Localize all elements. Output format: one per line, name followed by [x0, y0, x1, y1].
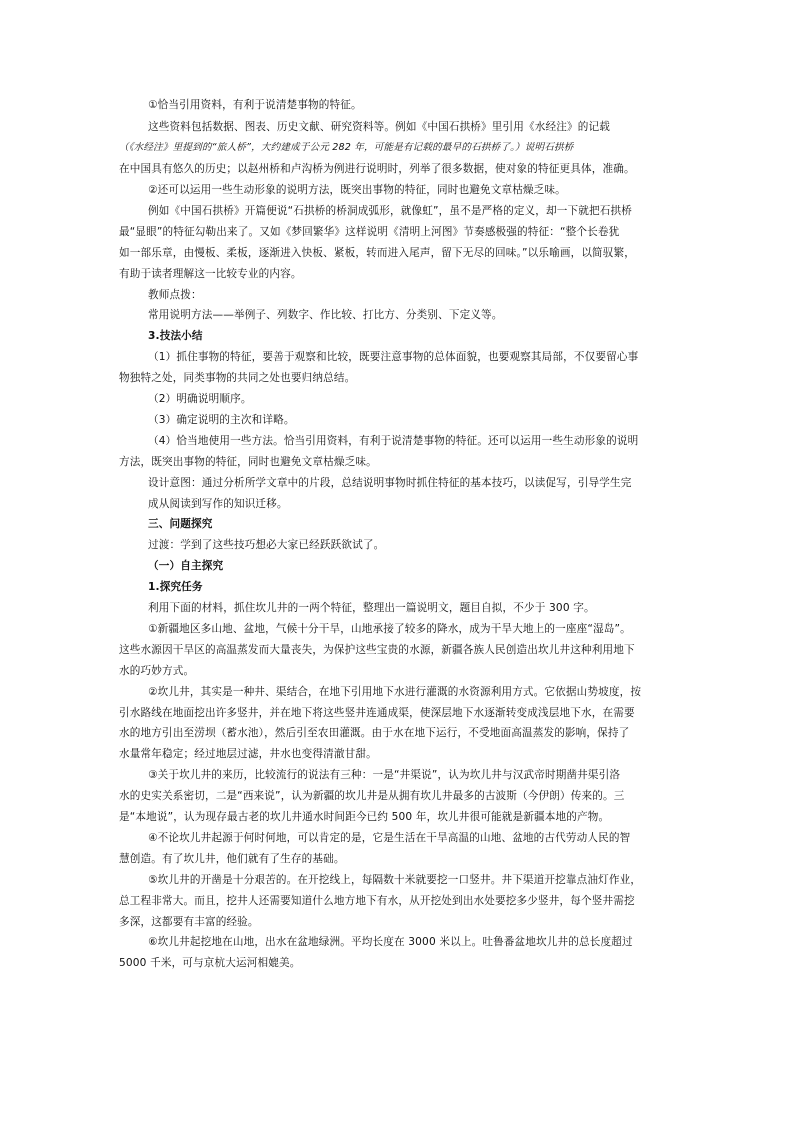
text-line: 物独特之处，同类事物的共同之处也要归纳总结。 — [119, 372, 356, 384]
text-line: 水量常年稳定；经过地层过滤，井水也变得清澈甘甜。 — [119, 748, 377, 760]
text-line: ②还可以运用一些生动形象的说明方法，既突出事物的特征，同时也避免文章枯燥乏味。 — [148, 184, 566, 196]
text-line: 过渡：学到了这些技巧想必大家已经跃跃欲试了。 — [148, 539, 385, 551]
text-line: 这些资料包括数据、图表、历史文献、研究资料等。例如《中国石拱桥》里引用《水经注》的记载 — [148, 121, 610, 133]
text-line: 利用下面的材料，抓住坎儿井的一两个特征，整理出一篇说明文，题目自拟，不少于 300 字。 — [148, 602, 595, 614]
text-line: （2）明确说明顺序。 — [148, 393, 252, 405]
text-line: ③关于坎儿井的来历，比较流行的说法有三种：一是“井渠说”，认为坎儿井与汉武帝时期凿井渠引洛 — [148, 769, 621, 781]
text-line: 常用说明方法——举例子、列数字、作比较、打比方、分类别、下定义等。 — [148, 309, 503, 321]
text-line: 总工程非常大。而且，挖井人还需要知道什么地方地下有水，从开挖处到出水处要挖多少竖井，每个竖井需挖 — [119, 895, 635, 907]
section-heading: 1.探究任务 — [148, 581, 203, 593]
text-line: ⑤坎儿井的开凿是十分艰苦的。在开挖线上，每隔数十米就要挖一口竖井。井下渠道开挖靠点油灯作业， — [148, 874, 642, 886]
text-line: ①恰当引用资料，有利于说清楚事物的特征。 — [148, 99, 362, 111]
text-line: 5000 千米，可与京杭大运河相媲美。 — [119, 957, 301, 969]
text-line: 多深，这都要有丰富的经验。 — [119, 916, 259, 928]
text-line: （1）抓住事物的特征，要善于观察和比较，既要注意事物的总体面貌，也要观察其局部，不仅要留心事 — [148, 351, 639, 363]
text-line: ⑥坎儿井起挖地在山地，出水在盆地绿洲。平均长度在 3000 米以上。吐鲁番盆地坎儿井的总长度超过 — [148, 936, 633, 948]
text-line: 这些水源因干旱区的高温蒸发而大量丧失，为保护这些宝贵的水源，新疆各族人民创造出坎儿井这种利用地下 — [119, 644, 635, 656]
section-heading: （一）自主探究 — [148, 560, 224, 572]
text-line: （3）确定说明的主次和详略。 — [148, 414, 295, 426]
text-line: 水的史实关系密切，二是“西来说”，认为新疆的坎儿井是从拥有坎儿井最多的古波斯（今伊朗）传来的。三 — [119, 790, 625, 802]
text-line: ④不论坎儿井起源于何时何地，可以肯定的是，它是生活在干旱高温的山地、盆地的古代劳动人民的智 — [148, 832, 631, 844]
text-line: 方法，既突出事物的特征，同时也避免文章枯燥乏味。 — [119, 456, 377, 468]
text-line: 教师点拨： — [148, 289, 202, 301]
text-line: 水的地方引出至涝坝（蓄水池），然后引至农田灌溉。由于水在地下运行，不受地面高温蒸发的影响，保持了 — [119, 727, 630, 739]
text-line: 设计意图：通过分析所学文章中的片段，总结说明事物时抓住特征的基本技巧，以读促写，引导学生完 — [148, 477, 632, 489]
text-line: 最“显眼”的特征勾勒出来了。又如《梦回繁华》这样说明《清明上河图》节奏感极强的特征：“整个长卷犹 — [119, 226, 620, 238]
text-line: 引水路线在地面挖出许多竖井，并在地下将这些竖井连通成渠，使深层地下水逐渐转变成浅层地下水，在需要 — [119, 707, 635, 719]
text-line: 例如《中国石拱桥》开篇便说“石拱桥的桥洞成弧形，就像虹”，虽不是严格的定义，却一下就把石拱桥 — [148, 205, 632, 217]
text-line: （《水经注》里提到的“旅人桥”，大约建成于公元 282 年，可能是有记载的最早的石拱桥了。）说明石拱桥 — [119, 142, 574, 153]
text-line: 成从阅读到写作的知识迁移。 — [148, 498, 288, 510]
text-line: （4）恰当地使用一些方法。恰当引用资料，有利于说清楚事物的特征。还可以运用一些生动形象的说明 — [148, 435, 639, 447]
text-line: 水的巧妙方式。 — [119, 665, 195, 677]
text-line: 在中国具有悠久的历史；以赵州桥和卢沟桥为例进行说明时，列举了很多数据，使对象的特征更具体，准确。 — [119, 163, 635, 175]
section-heading: 3.技法小结 — [148, 330, 203, 342]
text-line: 慧创造。有了坎儿井，他们就有了生存的基础。 — [119, 853, 345, 865]
text-line: ①新疆地区多山地、盆地，气候十分干旱，山地承接了较多的降水，成为干旱大地上的一座座“湿岛”。 — [148, 623, 631, 635]
text-line: 有助于读者理解这一比较专业的内容。 — [119, 268, 302, 280]
text-line: ②坎儿井，其实是一种井、渠结合，在地下引用地下水进行灌溉的水资源利用方式。它依据山势坡度，按 — [148, 686, 642, 698]
section-heading: 三、问题探究 — [148, 518, 213, 530]
text-line: 如一部乐章，由慢板、柔板，逐渐进入快板、紧板，转而进入尾声，留下无尽的回味。”以乐喻画，以简驭繁， — [119, 247, 636, 259]
text-line: 是“本地说”，认为现存最古老的坎儿井通水时间距今已约 500 年，坎儿井很可能就是新疆本地的产物。 — [119, 811, 610, 823]
